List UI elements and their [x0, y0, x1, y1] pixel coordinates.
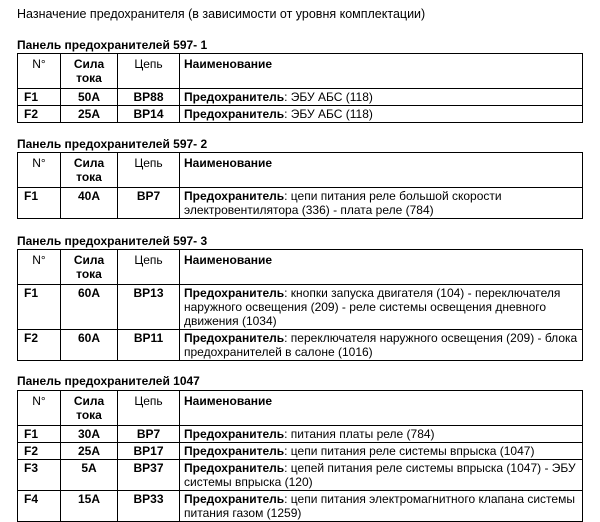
- col-header-circuit: Цепь: [118, 250, 180, 285]
- fuse-current: 50A: [61, 89, 118, 106]
- fuse-label: Предохранитель: [184, 286, 285, 300]
- fuse-description: [180, 491, 583, 522]
- fuse-table: [17, 53, 583, 123]
- fuse-current: 30A: [61, 426, 118, 443]
- fuse-number: F3: [18, 460, 61, 491]
- fuse-circuit: BP7: [118, 188, 180, 219]
- fuse-text: : цепи питания электромагнитного клапана системы питания газом (1259): [184, 492, 575, 520]
- fuse-text: : цепи питания реле системы впрыска (1047): [284, 444, 535, 458]
- col-header-name: Наименование: [180, 54, 583, 89]
- fuse-circuit: BP17: [118, 443, 180, 460]
- fuse-text: : питания платы реле (784): [284, 427, 435, 441]
- col-header-name: Наименование: [180, 250, 583, 285]
- col-header-circuit: Цепь: [118, 153, 180, 188]
- fuse-number: F1: [18, 188, 61, 219]
- table-row: [18, 443, 583, 460]
- fuse-circuit: BP11: [118, 330, 180, 361]
- col-header-circuit: Цепь: [118, 391, 180, 426]
- table-header-row: [18, 250, 583, 285]
- fuse-table: [17, 249, 583, 361]
- col-header-name: Наименование: [180, 391, 583, 426]
- fuse-description: [180, 443, 583, 460]
- fuse-description: [180, 285, 583, 330]
- page-intro: Назначение предохранителя (в зависимости от уровня комплектации): [17, 7, 426, 21]
- fuse-circuit: BP33: [118, 491, 180, 522]
- fuse-current: 40A: [61, 188, 118, 219]
- fuse-circuit: BP7: [118, 426, 180, 443]
- fuse-circuit: BP14: [118, 106, 180, 123]
- fuse-text: : цепи питания реле большой скорости электровентилятора (336) - плата реле (784): [184, 189, 502, 217]
- fuse-description: [180, 188, 583, 219]
- fuse-text: : ЭБУ АБС (118): [284, 90, 373, 104]
- col-header-current: Сила тока: [61, 153, 118, 188]
- table-header-row: [18, 391, 583, 426]
- fuse-current: 5A: [61, 460, 118, 491]
- section-title: Панель предохранителей 597- 3: [17, 234, 208, 248]
- fuse-current: 60A: [61, 330, 118, 361]
- col-header-no: N°: [18, 391, 61, 426]
- fuse-circuit: BP13: [118, 285, 180, 330]
- table-header-row: [18, 54, 583, 89]
- fuse-text: : кнопки запуска двигателя (104) - переключателя наружного освещения (209) - реле системы освещения дневного движения (1034): [184, 286, 561, 328]
- fuse-table: [17, 152, 583, 219]
- table-row: [18, 426, 583, 443]
- fuse-number: F2: [18, 330, 61, 361]
- fuse-text: : ЭБУ АБС (118): [284, 107, 373, 121]
- table-row: [18, 491, 583, 522]
- table-row: [18, 330, 583, 361]
- fuse-label: Предохранитель: [184, 492, 285, 506]
- col-header-name: Наименование: [180, 153, 583, 188]
- fuse-number: F4: [18, 491, 61, 522]
- fuse-number: F1: [18, 89, 61, 106]
- fuse-description: [180, 106, 583, 123]
- table-row: [18, 188, 583, 219]
- fuse-description: [180, 330, 583, 361]
- col-header-current: Сила тока: [61, 391, 118, 426]
- col-header-current: Сила тока: [61, 250, 118, 285]
- table-row: [18, 460, 583, 491]
- fuse-text: : переключателя наружного освещения (209) - блока предохранителей в салоне (1016): [184, 331, 578, 359]
- fuse-current: 15A: [61, 491, 118, 522]
- fuse-label: Предохранитель: [184, 444, 285, 458]
- fuse-number: F1: [18, 285, 61, 330]
- col-header-no: N°: [18, 54, 61, 89]
- table-header-row: [18, 153, 583, 188]
- table-row: [18, 89, 583, 106]
- table-row: [18, 106, 583, 123]
- fuse-label: Предохранитель: [184, 90, 285, 104]
- fuse-label: Предохранитель: [184, 331, 285, 345]
- fuse-label: Предохранитель: [184, 427, 285, 441]
- fuse-label: Предохранитель: [184, 189, 285, 203]
- fuse-current: 25A: [61, 443, 118, 460]
- col-header-circuit: Цепь: [118, 54, 180, 89]
- fuse-description: [180, 89, 583, 106]
- fuse-number: F1: [18, 426, 61, 443]
- fuse-text: : цепей питания реле системы впрыска (1047) - ЭБУ системы впрыска (120): [184, 461, 576, 489]
- fuse-number: F2: [18, 443, 61, 460]
- fuse-description: [180, 460, 583, 491]
- fuse-label: Предохранитель: [184, 107, 285, 121]
- section-title: Панель предохранителей 1047: [17, 374, 200, 388]
- fuse-circuit: BP88: [118, 89, 180, 106]
- section-title: Панель предохранителей 597- 1: [17, 38, 208, 52]
- fuse-table: [17, 390, 583, 522]
- col-header-no: N°: [18, 153, 61, 188]
- fuse-current: 60A: [61, 285, 118, 330]
- col-header-current: Сила тока: [61, 54, 118, 89]
- table-row: [18, 285, 583, 330]
- fuse-current: 25A: [61, 106, 118, 123]
- fuse-label: Предохранитель: [184, 461, 285, 475]
- section-title: Панель предохранителей 597- 2: [17, 137, 208, 151]
- col-header-no: N°: [18, 250, 61, 285]
- fuse-circuit: BP37: [118, 460, 180, 491]
- fuse-number: F2: [18, 106, 61, 123]
- fuse-description: [180, 426, 583, 443]
